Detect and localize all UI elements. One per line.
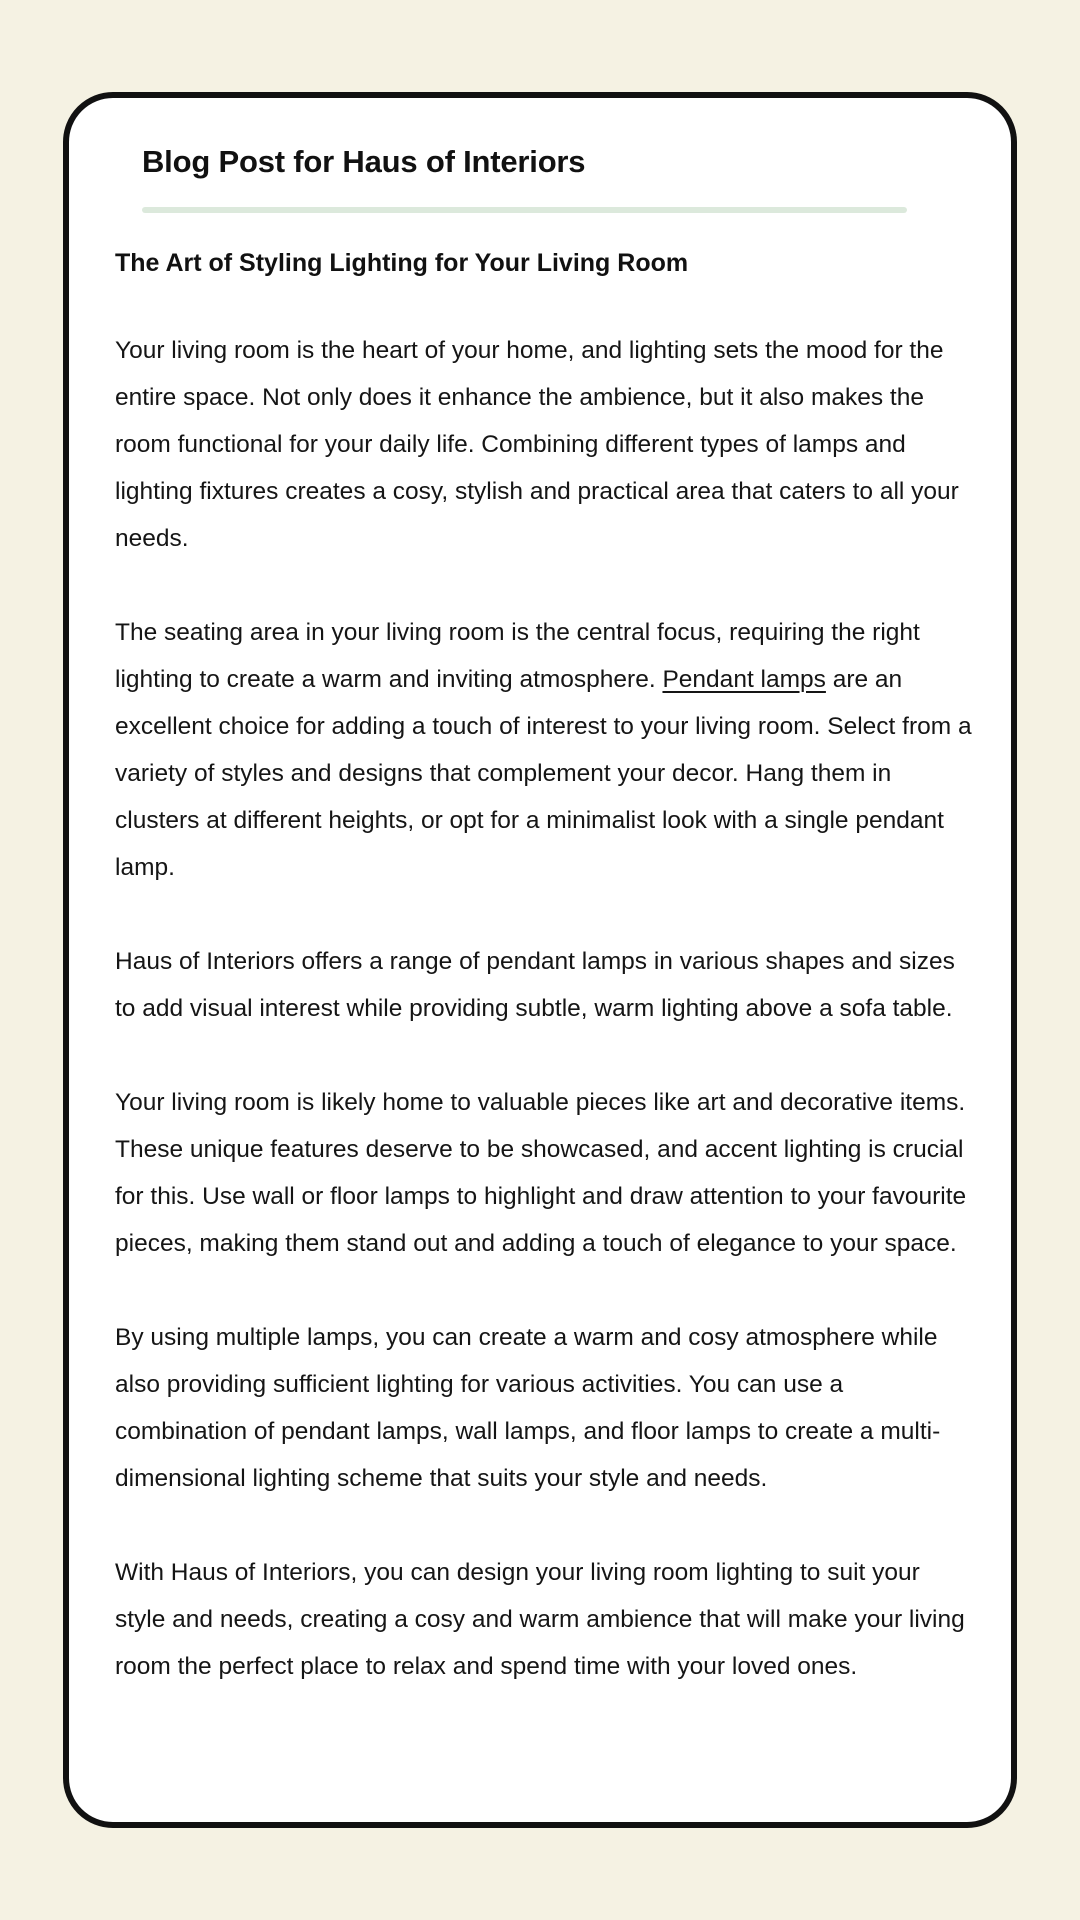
paragraph-seating-area xyxy=(115,609,973,891)
post-content xyxy=(115,246,973,1690)
paragraph-accent-lighting: Your living room is likely home to valuable pieces like art and decorative items. These unique features deserve to be showcased, and accent lighting is crucial for this. Use wall or floor lamps to highlight and draw attention to your favourite pieces, making them stand out and adding a touch of elegance to your space. xyxy=(115,1089,967,1257)
paragraph-text-before-link: The seating area in your living room is the central focus, requiring the right lighting to create a warm and inviting atmosphere. xyxy=(115,619,920,693)
paragraph-conclusion: With Haus of Interiors, you can design your living room lighting to suit your style and needs, creating a cosy and warm ambience that will make your living room the perfect place to relax and spend time with your loved ones. xyxy=(115,1559,965,1680)
blog-post-card xyxy=(63,92,1017,1828)
paragraph-intro: Your living room is the heart of your home, and lighting sets the mood for the entire space. Not only does it enhance the ambience, but it also makes the room functional for your daily life. Combining different types of lamps and lighting fixtures creates a cosy, stylish and practical area that caters to all your needs. xyxy=(115,337,959,552)
card-header xyxy=(142,142,907,213)
title-divider xyxy=(142,207,907,213)
paragraph-pendant-range: Haus of Interiors offers a range of pendant lamps in various shapes and sizes to add visual interest while providing subtle, warm lighting above a sofa table. xyxy=(115,948,955,1022)
paragraph-multiple-lamps: By using multiple lamps, you can create a warm and cosy atmosphere while also providing sufficient lighting for various activities. You can use a combination of pendant lamps, wall lamps, and floor lamps to create a multi-dimensional lighting scheme that suits your style and needs. xyxy=(115,1324,941,1492)
card-title: Blog Post for Haus of Interiors xyxy=(142,144,586,179)
paragraph-text-after-link: are an excellent choice for adding a touch of interest to your living room. Select from a variety of styles and designs that complement your decor. Hang them in clusters at different heights, or opt for a minimalist look with a single pendant lamp. xyxy=(115,666,972,881)
post-heading: The Art of Styling Lighting for Your Living Room xyxy=(115,249,689,277)
pendant-lamps-link[interactable]: Pendant lamps xyxy=(662,666,826,693)
